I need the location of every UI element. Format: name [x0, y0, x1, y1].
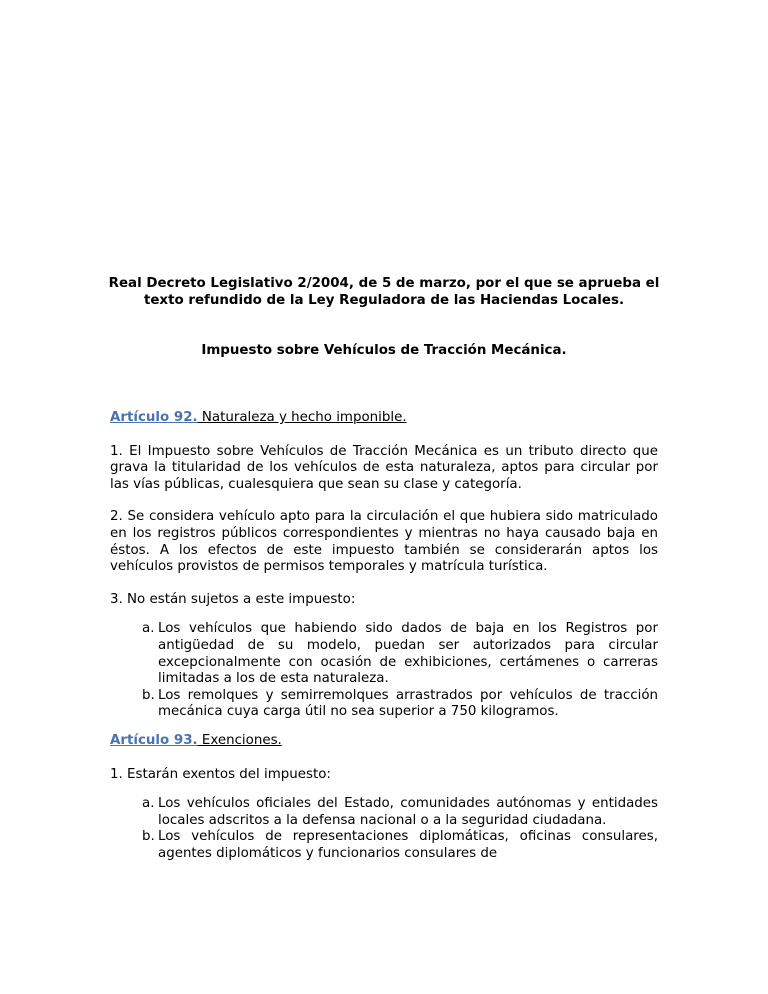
article-93-link[interactable]: Artículo 93.: [110, 732, 198, 748]
article-92-heading: [110, 410, 658, 427]
document-body: [110, 410, 658, 874]
list-marker: b.: [142, 687, 155, 703]
list-item-text: Los remolques y semirremolques arrastrados por vehículos de tracción mecánica cuya carga útil no sea superior a 750 kilogramos.: [158, 687, 658, 720]
document-subtitle: Impuesto sobre Vehículos de Tracción Mecánica.: [201, 343, 567, 358]
document-title: Real Decreto Legislativo 2/2004, de 5 de marzo, por el que se aprueba el texto refundido de la Ley Reguladora de las Haciendas Locales.: [108, 276, 660, 308]
article-92-paragraph-2: 2. Se considera vehículo apto para la circulación el que hubiera sido matriculado en los registros públicos correspondientes y mientras no haya causado baja en éstos. A los efectos de este impuesto también se considerarán aptos los vehículos provistos de permisos temporales y matrícula turística.: [110, 509, 658, 575]
list-marker: b.: [142, 829, 155, 845]
article-92-list: [110, 621, 658, 721]
list-marker: a.: [142, 621, 155, 637]
list-item-text: Los vehículos oficiales del Estado, comunidades autónomas y entidades locales adscritos a la defensa nacional o a la seguridad ciudadana.: [158, 796, 658, 828]
article-92-paragraph-1: 1. El Impuesto sobre Vehículos de Tracción Mecánica es un tributo directo que grava la titularidad de los vehículos de esta naturaleza, aptos para circular por las vías públicas, cualesquiera que sean su clase y categoría.: [110, 443, 658, 492]
list-item: [142, 829, 658, 862]
list-item-text: Los vehículos que habiendo sido dados de baja en los Registros por antigüedad de su modelo, puedan ser autorizados para circular excepcionalmente con ocasión de exhibiciones, certámenes o carreras limitadas a los de esta naturaleza.: [158, 621, 658, 687]
list-item: [142, 796, 658, 829]
list-item: [142, 621, 658, 687]
list-item: [142, 688, 658, 721]
article-92-link[interactable]: Artículo 92.: [110, 410, 198, 425]
article-93-name: Exenciones.: [197, 732, 282, 748]
list-marker: a.: [142, 796, 155, 812]
article-93-list: [110, 796, 658, 862]
list-item-text: Los vehículos de representaciones diplomáticas, oficinas consulares, agentes diplomáticos y funcionarios consulares de: [158, 829, 658, 861]
article-92-name: Naturaleza y hecho imponible.: [197, 410, 407, 425]
article-93-paragraph-1: 1. Estarán exentos del impuesto:: [110, 766, 331, 782]
article-92-paragraph-3: 3. No están sujetos a este impuesto:: [110, 591, 356, 607]
article-93-heading: [110, 733, 658, 750]
